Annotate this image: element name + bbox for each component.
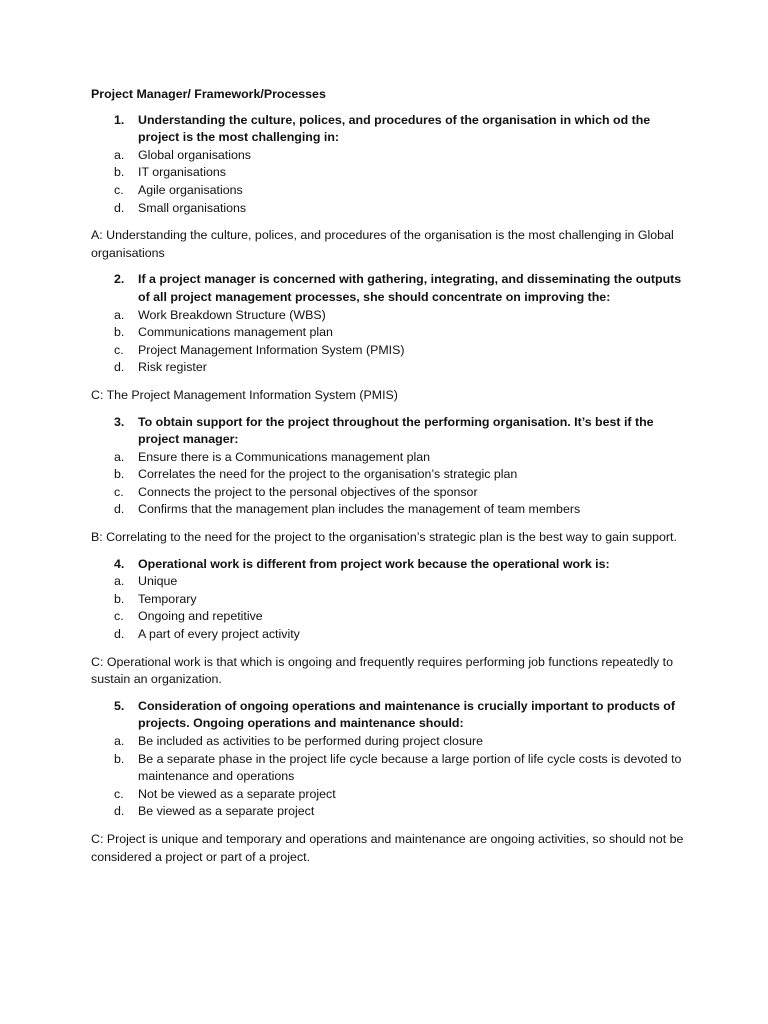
option-text: Small organisations: [138, 200, 247, 215]
option-letter: a.: [114, 449, 125, 464]
question-block: [91, 271, 688, 404]
option-letter: b.: [114, 751, 125, 766]
option-letter: b.: [114, 467, 125, 482]
option-text: Risk register: [138, 360, 207, 375]
option-list: [91, 307, 688, 377]
question-stem: [91, 271, 688, 306]
question-text: If a project manager is concerned with gathering, integrating, and disseminating the outputs of all project management processes, she should concentrate on improving the:: [138, 272, 682, 304]
option-text: Communications management plan: [138, 325, 333, 340]
option-letter: c.: [114, 484, 124, 499]
question-text: To obtain support for the project throughout the performing organisation. It’s best if the project manager:: [138, 414, 654, 447]
option-item: [91, 342, 688, 360]
question-block: [91, 698, 688, 866]
option-letter: a.: [114, 574, 125, 589]
question-stem: [91, 112, 688, 147]
option-text: Unique: [138, 574, 178, 589]
option-item: [91, 501, 688, 519]
option-item: [91, 200, 688, 218]
option-item: [91, 626, 688, 644]
option-list: [91, 733, 688, 821]
question-number: 3.: [114, 414, 125, 429]
option-letter: d.: [114, 200, 125, 215]
option-letter: d.: [114, 627, 125, 642]
option-text: Be included as activities to be performed during project closure: [138, 734, 484, 748]
question-number: 2.: [114, 272, 125, 287]
option-text: Connects the project to the personal objectives of the sponsor: [138, 484, 478, 499]
option-item: [91, 324, 688, 342]
option-letter: c.: [114, 342, 124, 357]
option-item: [91, 307, 688, 325]
option-letter: c.: [114, 182, 124, 197]
option-item: [91, 182, 688, 200]
answer-text: B: Correlating to the need for the project to the organisation’s strategic plan is the best way to gain support.: [91, 530, 677, 545]
option-item: [91, 786, 688, 804]
option-text: Global organisations: [138, 147, 251, 162]
option-item: [91, 484, 688, 502]
option-letter: d.: [114, 502, 125, 517]
option-text: Temporary: [138, 591, 197, 606]
option-item: [91, 147, 688, 165]
option-item: [91, 449, 688, 467]
answer-text: C: Project is unique and temporary and operations and maintenance are ongoing activities, so should not be considered a project or part of a project.: [91, 831, 684, 864]
option-item: [91, 751, 688, 786]
option-item: [91, 733, 688, 751]
question-number: 1.: [114, 112, 125, 127]
question-number: 5.: [114, 698, 125, 713]
option-text: Project Management Information System (PMIS): [138, 342, 405, 357]
option-letter: c.: [114, 786, 124, 801]
option-letter: b.: [114, 591, 125, 606]
answer-text: A: Understanding the culture, polices, and procedures of the organisation is the most challenging in Global organisations: [91, 228, 674, 260]
question-block: [91, 414, 688, 547]
option-letter: b.: [114, 325, 125, 340]
option-letter: d.: [114, 360, 125, 375]
option-letter: a.: [114, 734, 125, 748]
option-letter: a.: [114, 147, 125, 162]
answer-text: C: The Project Management Information System (PMIS): [91, 387, 398, 402]
option-list: [91, 573, 688, 643]
option-text: Work Breakdown Structure (WBS): [138, 307, 326, 322]
option-item: [91, 608, 688, 626]
option-text: Be viewed as a separate project: [138, 804, 315, 819]
question-block: [91, 556, 688, 689]
option-item: [91, 359, 688, 377]
question-text: Consideration of ongoing operations and maintenance is crucially important to products of projects. Ongoing operations and maintenance should:: [138, 698, 675, 731]
question-text: Understanding the culture, polices, and procedures of the organisation in which od the project is the most challenging in:: [138, 112, 651, 145]
question-block: [91, 112, 688, 263]
option-letter: c.: [114, 609, 124, 624]
option-letter: b.: [114, 165, 125, 180]
question-stem: [91, 698, 688, 733]
option-text: IT organisations: [138, 165, 226, 180]
document-title: Project Manager/ Framework/Processes: [91, 87, 326, 101]
answer-text: C: Operational work is that which is ongoing and frequently requires performing job functions repeatedly to sustain an organization.: [91, 654, 673, 687]
question-stem: [91, 556, 688, 574]
option-item: [91, 164, 688, 182]
option-letter: a.: [114, 307, 125, 322]
option-text: A part of every project activity: [138, 627, 300, 642]
question-stem: [91, 414, 688, 449]
option-text: Ongoing and repetitive: [138, 609, 263, 624]
option-list: [91, 449, 688, 519]
option-item: [91, 803, 688, 821]
option-text: Be a separate phase in the project life cycle because a large portion of life cycle costs is devoted to maintenance and operations: [138, 751, 682, 784]
option-list: [91, 147, 688, 217]
question-number: 4.: [114, 556, 125, 571]
option-text: Agile organisations: [138, 182, 243, 197]
option-text: Ensure there is a Communications management plan: [138, 449, 431, 464]
option-text: Confirms that the management plan includes the management of team members: [138, 502, 581, 517]
option-item: [91, 466, 688, 484]
option-text: Not be viewed as a separate project: [138, 786, 336, 801]
question-list: [91, 112, 688, 867]
option-text: Correlates the need for the project to the organisation’s strategic plan: [138, 467, 518, 482]
option-letter: d.: [114, 804, 125, 819]
option-item: [91, 591, 688, 609]
option-item: [91, 573, 688, 591]
question-text: Operational work is different from project work because the operational work is:: [138, 556, 610, 571]
